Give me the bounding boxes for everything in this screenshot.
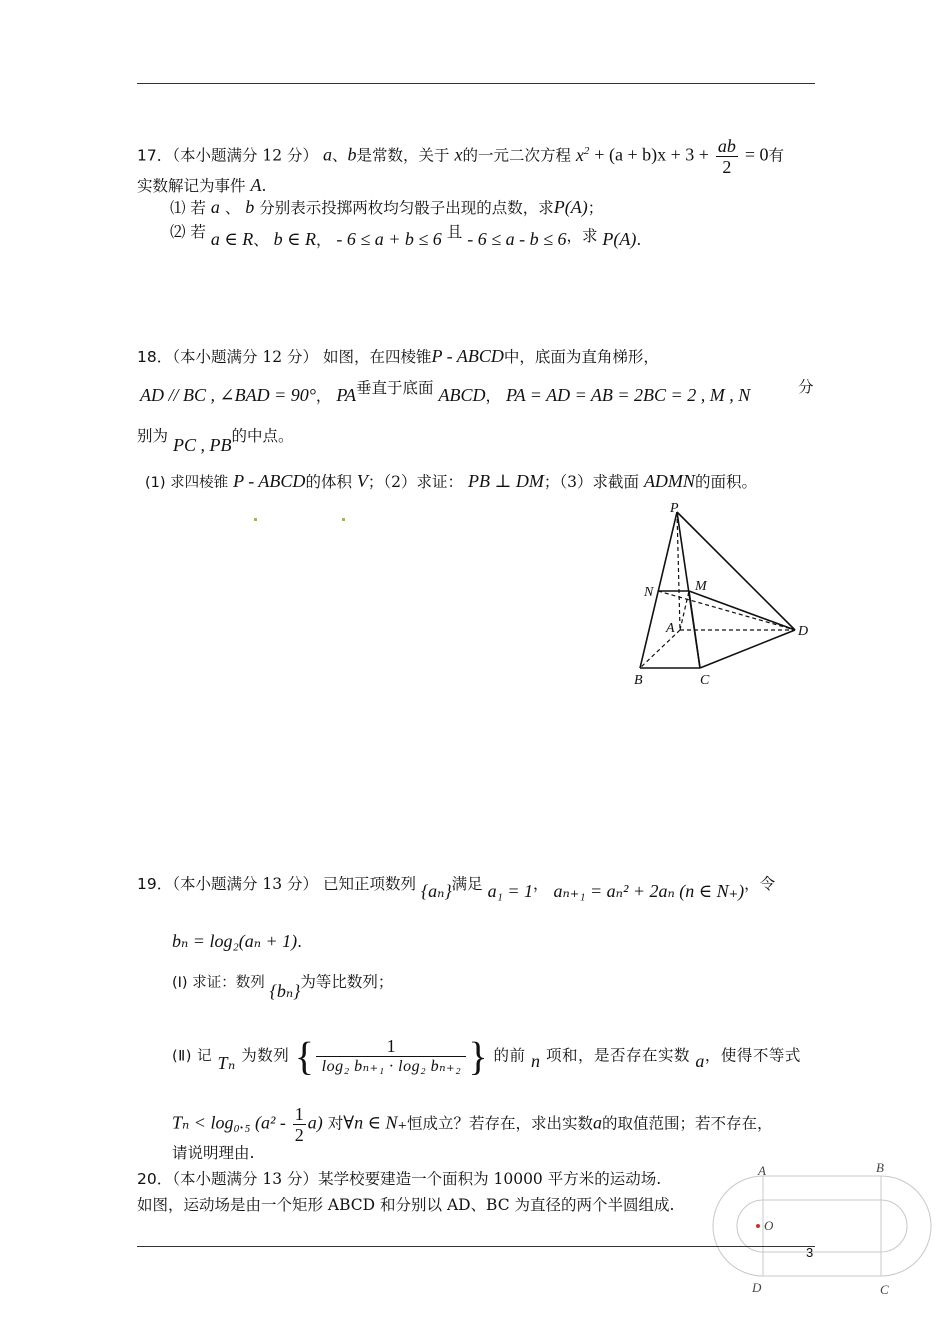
- q19-text-3: ，令: [744, 875, 776, 893]
- q19-fraction: [316, 1036, 466, 1077]
- q19-text-1: 已知正项数列: [323, 875, 417, 893]
- center-point-O: [756, 1224, 760, 1228]
- q19-text-front: 的前: [493, 1046, 526, 1065]
- q18-text-3: 别为: [137, 427, 169, 445]
- q17-part-1: [170, 196, 603, 219]
- q17-number: 17．: [137, 146, 173, 165]
- q17-x-squared: $x^2$: [575, 144, 590, 165]
- q18-cond-parallel: AD // BC , ∠BAD = 90°: [140, 385, 316, 405]
- q19-frac-den: log₂ bₙ₊₁ · log₂ bₙ₊₂: [321, 1058, 462, 1075]
- q18-section: ADMN: [643, 471, 695, 491]
- q19-dot: .: [297, 933, 303, 951]
- q19-text-seq: 为数列: [241, 1046, 290, 1065]
- q17-part2-cond2: b ∈ R: [273, 229, 316, 249]
- q18-header: （本小题满分 12 分）: [172, 348, 319, 366]
- q20-line-2: [137, 1194, 674, 1216]
- q19-a: a: [695, 1050, 705, 1071]
- q19-text-for: 对: [327, 1114, 344, 1133]
- q18-line-3: [137, 424, 294, 455]
- label-P: P: [670, 501, 679, 516]
- q17-part2-cond4: - 6 ≤ a - b ≤ 6: [467, 229, 567, 249]
- stadium-figure: [708, 1160, 938, 1310]
- q19-Tn: Tₙ: [217, 1052, 236, 1073]
- pyramid-figure: [620, 500, 820, 700]
- q18-part1-text: 的体积: [305, 473, 352, 491]
- q19-part-2: [172, 1033, 801, 1079]
- q18-volume-V: V: [356, 471, 368, 491]
- q17-part1-a: a: [210, 197, 220, 217]
- q19-part1-text: 为等比数列；: [300, 973, 394, 991]
- q17-part1-sep: 、: [224, 199, 241, 217]
- q17-frac-den: 2: [722, 157, 732, 177]
- q19-frac-num: 1: [316, 1036, 466, 1057]
- q19-part1-label: (Ⅰ) 求证：数列: [172, 975, 265, 991]
- q17-part2-label: ⑵ 若: [170, 223, 206, 241]
- q19-part-4: [172, 1142, 254, 1164]
- q19-forall: ∀n ∈ N₊: [343, 1112, 407, 1133]
- q19-line-1: 19．（本小题满分 13 分） 已知正项数列 {aₙ}满足 a₁ = 1， aₙ₊₁ = aₙ² + 2aₙ (n ∈ N₊)，令: [137, 875, 776, 901]
- decor-dot: [254, 518, 257, 521]
- footer-rule: [137, 1246, 815, 1247]
- q18-text-1: 如图，在四棱锥: [323, 348, 432, 366]
- q18-line-4: [145, 470, 757, 494]
- q20-number: 20．: [137, 1170, 173, 1188]
- q19-text-reason: 请说明理由.: [172, 1144, 255, 1162]
- q18-part3-text: 的面积。: [694, 473, 757, 491]
- label-A: A: [666, 621, 675, 636]
- q19-text-holds: 恒成立？若存在，求出实数: [406, 1114, 593, 1133]
- q19-n: n: [531, 1050, 541, 1071]
- label-B: B: [634, 673, 643, 688]
- q17-part1-label: ⑴ 若: [170, 199, 206, 217]
- label-C: C: [880, 1282, 889, 1297]
- q17-fraction: [716, 136, 738, 177]
- q19-number: 19．: [137, 875, 173, 893]
- label-M: M: [695, 579, 707, 594]
- q17-part2-cond1: a ∈ R: [210, 229, 254, 249]
- q17-event-text: 实数解记为事件: [137, 177, 246, 195]
- q17-part1-end: ；: [587, 199, 604, 217]
- q18-part2-label: ；（2）求证：: [367, 473, 464, 491]
- page-number: 3: [806, 1245, 814, 1260]
- q20-text-1: 某学校要建造一个面积为 10000 平方米的运动场.: [318, 1170, 662, 1188]
- label-D: D: [752, 1280, 762, 1295]
- q19-a1: a₁ = 1: [487, 881, 534, 901]
- q17-equation-right: = 0: [744, 144, 769, 165]
- q17-equation-left: + (a + b)x + 3 +: [594, 144, 709, 165]
- header-rule: [137, 83, 815, 84]
- q17-line-2: [137, 174, 266, 197]
- q19-text-range: 的取值范围；若不存在，: [601, 1114, 773, 1133]
- q19-recurrence: aₙ₊₁ = aₙ² + 2aₙ (n ∈ N₊): [553, 881, 745, 901]
- q17-part1-text: 分别表示投掷两枚均匀骰子出现的点数，求: [259, 199, 554, 217]
- q17-event-A: A: [250, 175, 262, 195]
- q18-line-1: [137, 345, 659, 368]
- q17-frac-num: ab: [717, 136, 736, 156]
- q18-line-2: AD // BC , ∠BAD = 90°， PA垂直于底面 ABCD， PA = AD = AB = 2BC = 2 , M , N 分: [140, 378, 814, 405]
- q20-header: （本小题满分 13 分）: [172, 1170, 319, 1188]
- q17-text-2: 的一元二次方程: [462, 146, 571, 165]
- q19-header: （本小题满分 13 分）: [172, 875, 319, 893]
- q19-text-2: 满足: [451, 875, 483, 893]
- q18-comma: ，: [315, 387, 332, 405]
- q17-sep: 、: [332, 146, 348, 165]
- q17-var-x: x: [454, 144, 463, 165]
- q19-text-exist: 项和，是否存在实数: [545, 1046, 690, 1065]
- q19-half-den: 2: [294, 1125, 304, 1145]
- q18-part1-label: (1) 求四棱锥: [145, 475, 229, 491]
- q18-part1-pyr: P - ABCD: [233, 471, 306, 491]
- q17-part1-PA: P(A): [553, 197, 588, 217]
- q19-half: [293, 1104, 306, 1145]
- q19-part-3: [172, 1104, 772, 1145]
- q18-text-4: 的中点。: [231, 427, 294, 445]
- q17-tail: 有: [768, 146, 784, 165]
- q19-half-num: 1: [294, 1104, 304, 1124]
- q17-var-a: a: [323, 144, 332, 165]
- q17-part2-cond3: - 6 ≤ a + b ≤ 6: [336, 229, 442, 249]
- q17-part2-ask: ，求: [566, 227, 598, 245]
- q19-a2: a: [592, 1112, 602, 1133]
- q17-part2-end: .: [636, 231, 642, 249]
- q19-inequality-right: a): [307, 1112, 323, 1133]
- q18-midpoints: PC , PB: [172, 435, 232, 455]
- q18-base: ABCD: [438, 385, 486, 405]
- q19-bn-def: bₙ = log₂(aₙ + 1): [172, 931, 298, 951]
- q17-part-2: ⑵ 若 a ∈ R、 b ∈ R， - 6 ≤ a + b ≤ 6 且 - 6 ≤ a - b ≤ 6，求 P(A).: [170, 223, 642, 249]
- label-B: B: [876, 1160, 884, 1175]
- label-O: O: [764, 1218, 774, 1233]
- q17-part2-PA: P(A): [602, 229, 637, 249]
- q18-pyramid: P - ABCD: [431, 346, 504, 366]
- label-D: D: [798, 624, 809, 639]
- label-N: N: [644, 585, 654, 600]
- q17-part1-b: b: [245, 197, 255, 217]
- q17-var-b: b: [347, 144, 357, 165]
- q18-text-fen: 分: [798, 378, 814, 396]
- q18-text-perp: 垂直于底面: [356, 379, 434, 397]
- q19-brace-close: }: [468, 1033, 489, 1079]
- q19-brace-open: {: [294, 1033, 315, 1079]
- q20-line-1: [137, 1168, 661, 1190]
- q19-part2-label: (Ⅱ) 记: [172, 1048, 213, 1065]
- q18-part3-label: ；（3）求截面: [543, 473, 639, 491]
- q17-part2-and: 且: [446, 223, 463, 241]
- q18-perp: PB ⊥ DM: [467, 471, 544, 491]
- q19-seq-b: {bₙ}: [269, 981, 301, 1001]
- q19-inequality-left: Tₙ < log₀.₅ (a² -: [172, 1112, 286, 1133]
- q19-seq-a: {aₙ}: [420, 881, 452, 901]
- label-A: A: [758, 1163, 766, 1178]
- decor-dot: [342, 518, 345, 521]
- q18-PA: PA: [336, 385, 357, 405]
- q18-number: 18．: [137, 348, 173, 366]
- q19-line-2: [172, 930, 302, 953]
- q18-text-2: 中，底面为直角梯形，: [503, 348, 659, 366]
- q19-part-1: [172, 970, 394, 1001]
- q19-text-ineq: ，使得不等式: [704, 1046, 801, 1065]
- q17-text-1: 是常数，关于: [356, 146, 450, 165]
- label-C: C: [700, 673, 710, 688]
- q17-dot: .: [261, 177, 267, 195]
- q17-header: （本小题满分 12 分）: [172, 146, 319, 165]
- q18-lengths: PA = AD = AB = 2BC = 2 , M , N: [505, 385, 751, 405]
- q17-line-1: [137, 136, 784, 177]
- q20-text-2: 如图，运动场是由一个矩形 ABCD 和分别以 AD、BC 为直径的两个半圆组成.: [137, 1196, 675, 1214]
